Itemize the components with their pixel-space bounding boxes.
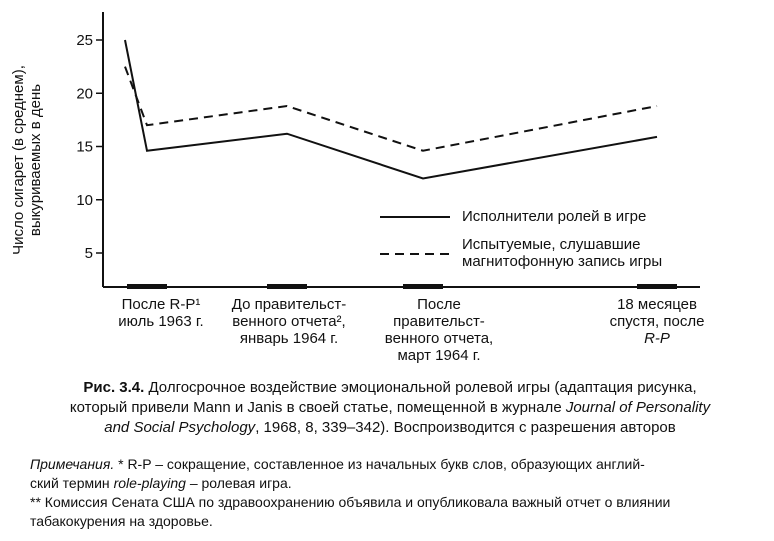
x-category-label: До правительст- венного отчета², январь 1964 г. bbox=[231, 296, 347, 347]
notes-label: Примечания. bbox=[30, 456, 115, 472]
legend-dashed-label: Испытуемые, слушавшие магнитофонную запись игры bbox=[462, 236, 663, 270]
x-category-label: После R-P¹ июль 1963 г. bbox=[118, 296, 204, 330]
legend-solid-label: Исполнители ролей в игре bbox=[462, 208, 647, 225]
x-category-marker bbox=[267, 284, 307, 289]
y-tick-label: 20 bbox=[76, 85, 93, 103]
series-line-role-players bbox=[125, 40, 657, 178]
figure-caption: Рис. 3.4. Долгосрочное воздействие эмоциональной ролевой игры (адаптация рисунка, который привели Mann и Janis в своей статье, помещенной в журнале Journal of Personality and Social Psychology, 1968, 8, 339–342). Воспроизводится с разрешения авторов bbox=[69, 379, 711, 436]
x-category-marker bbox=[127, 284, 167, 289]
figure-label: Рис. 3.4. bbox=[83, 379, 145, 396]
y-tick-label: 25 bbox=[76, 32, 93, 49]
y-tick-label: 15 bbox=[76, 138, 93, 156]
x-category-marker bbox=[637, 284, 677, 289]
series-line-listeners bbox=[125, 67, 657, 151]
y-axis-title: Число сигарет (в среднем), выкуриваемых в день bbox=[10, 65, 44, 255]
x-category-label: 18 месяцев спустя, после R-P bbox=[609, 296, 705, 347]
notes: Примечания. * R-P – сокращение, составленное из начальных букв слов, образующих англий- ский термин role-playing – ролевая игра. ** Комиссия Сената США по здравоохранению объявила и опубликовала важный отчет о влиянии табакокурения на здоровье. bbox=[30, 456, 671, 529]
x-category-marker bbox=[403, 284, 443, 289]
y-tick-label: 5 bbox=[84, 245, 93, 262]
x-category-label: После правительст- венного отчета, март 1964 г. bbox=[384, 296, 494, 364]
y-tick-label: 10 bbox=[76, 191, 93, 209]
